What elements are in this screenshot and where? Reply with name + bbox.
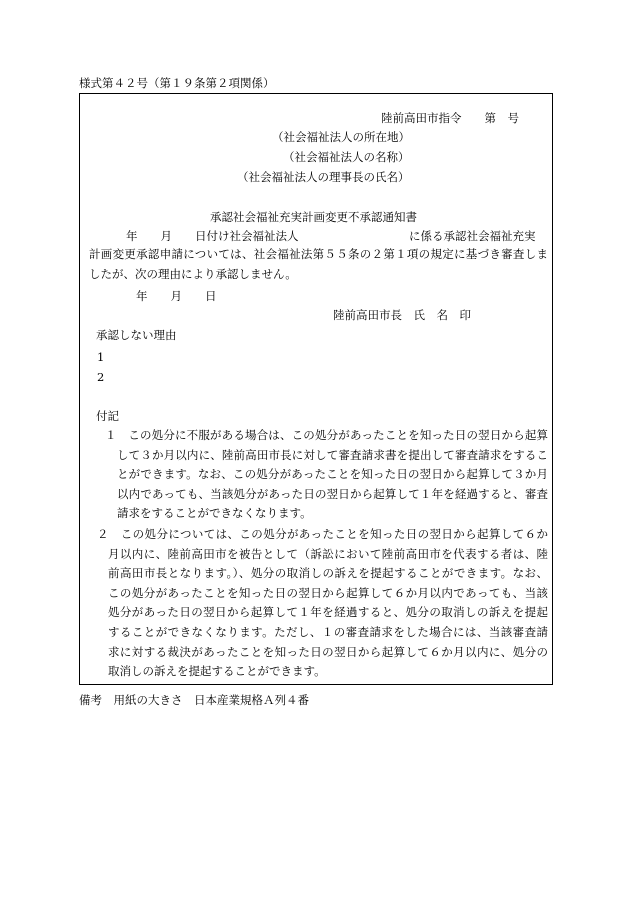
note-2-line: 月以内に、陸前高田市を被告として（訴訟において陸前高田市を代表する者は、陸 (108, 546, 548, 561)
note-2-line: することができなくなります。ただし、１の審査請求をした場合には、当該審査請 (108, 624, 548, 639)
form-number: 様式第４２号（第１９条第２項関係） (79, 76, 275, 90)
reason-item-1: 1 (97, 350, 105, 364)
body-line1-date: 年 月 日付け社会福祉法人 (126, 229, 299, 243)
note-2-line: 前高田市長となります。）、処分の取消しの訴えを提起することができます。なお、 (108, 566, 548, 581)
corp-address: （社会福祉法人の所在地） (272, 130, 410, 144)
notes-heading: 付記 (96, 409, 119, 423)
document-title: 承認社会福祉充実計画変更不承認通知書 (210, 210, 417, 224)
issuer: 陸前高田市長 氏 名 印 (333, 308, 471, 322)
body-text (89, 245, 548, 284)
reasons-heading: 承認しない理由 (96, 328, 177, 342)
note-2-line: 処分があった日の翌日から起算して１年を経過すると、処分の取消しの訴えを提起 (108, 605, 548, 620)
body-line1-tail: に係る承認社会福祉充実 (409, 229, 536, 243)
corp-name: （社会福祉法人の名称） (283, 150, 410, 164)
note-2-line: 取消しの訴えを提起することができます。 (108, 664, 326, 679)
note-1-line: 請求をすることができなくなります。 (117, 506, 312, 521)
designation-number: 陸前高田市指令 第 号 (381, 111, 519, 125)
note-2-line: 求に対する裁決があったことを知った日の翌日から起算して６か月以内に、処分の (108, 644, 548, 659)
note-2-line: この処分があったことを知った日の翌日から起算して６か月以内であっても、当該 (108, 585, 548, 600)
note-2-line: ２ この処分については、この処分があったことを知った日の翌日から起算して６か (97, 527, 548, 541)
note-1-line: とができます。なお、この処分があったことを知った日の翌日から起算して３か月 (117, 467, 548, 482)
note-1-line: して３か月以内に、陸前高田市長に対して審査請求書を提出して審査請求をするこ (117, 447, 548, 462)
body-line3: したが、次の理由により承認しません。 (89, 266, 297, 281)
note-1-line: １ この処分に不服がある場合は、この処分があったことを知った日の翌日から起算 (105, 428, 548, 442)
note-item-1 (105, 426, 548, 524)
note-1-line: 以内であっても、当該処分があった日の翌日から起算して１年を経過すると、審査 (117, 486, 548, 501)
footnote: 備考 用紙の大きさ 日本産業規格Ａ列４番 (79, 693, 309, 707)
corp-director: （社会福祉法人の理事長の氏名） (237, 170, 410, 184)
body-line2: 計画変更承認申請については、社会福祉法第５５条の２第１項の規定に基づき審査しま (89, 247, 548, 261)
issue-date: 年 月 日 (136, 289, 217, 303)
reason-item-2: 2 (97, 370, 105, 384)
note-item-2 (97, 525, 548, 682)
